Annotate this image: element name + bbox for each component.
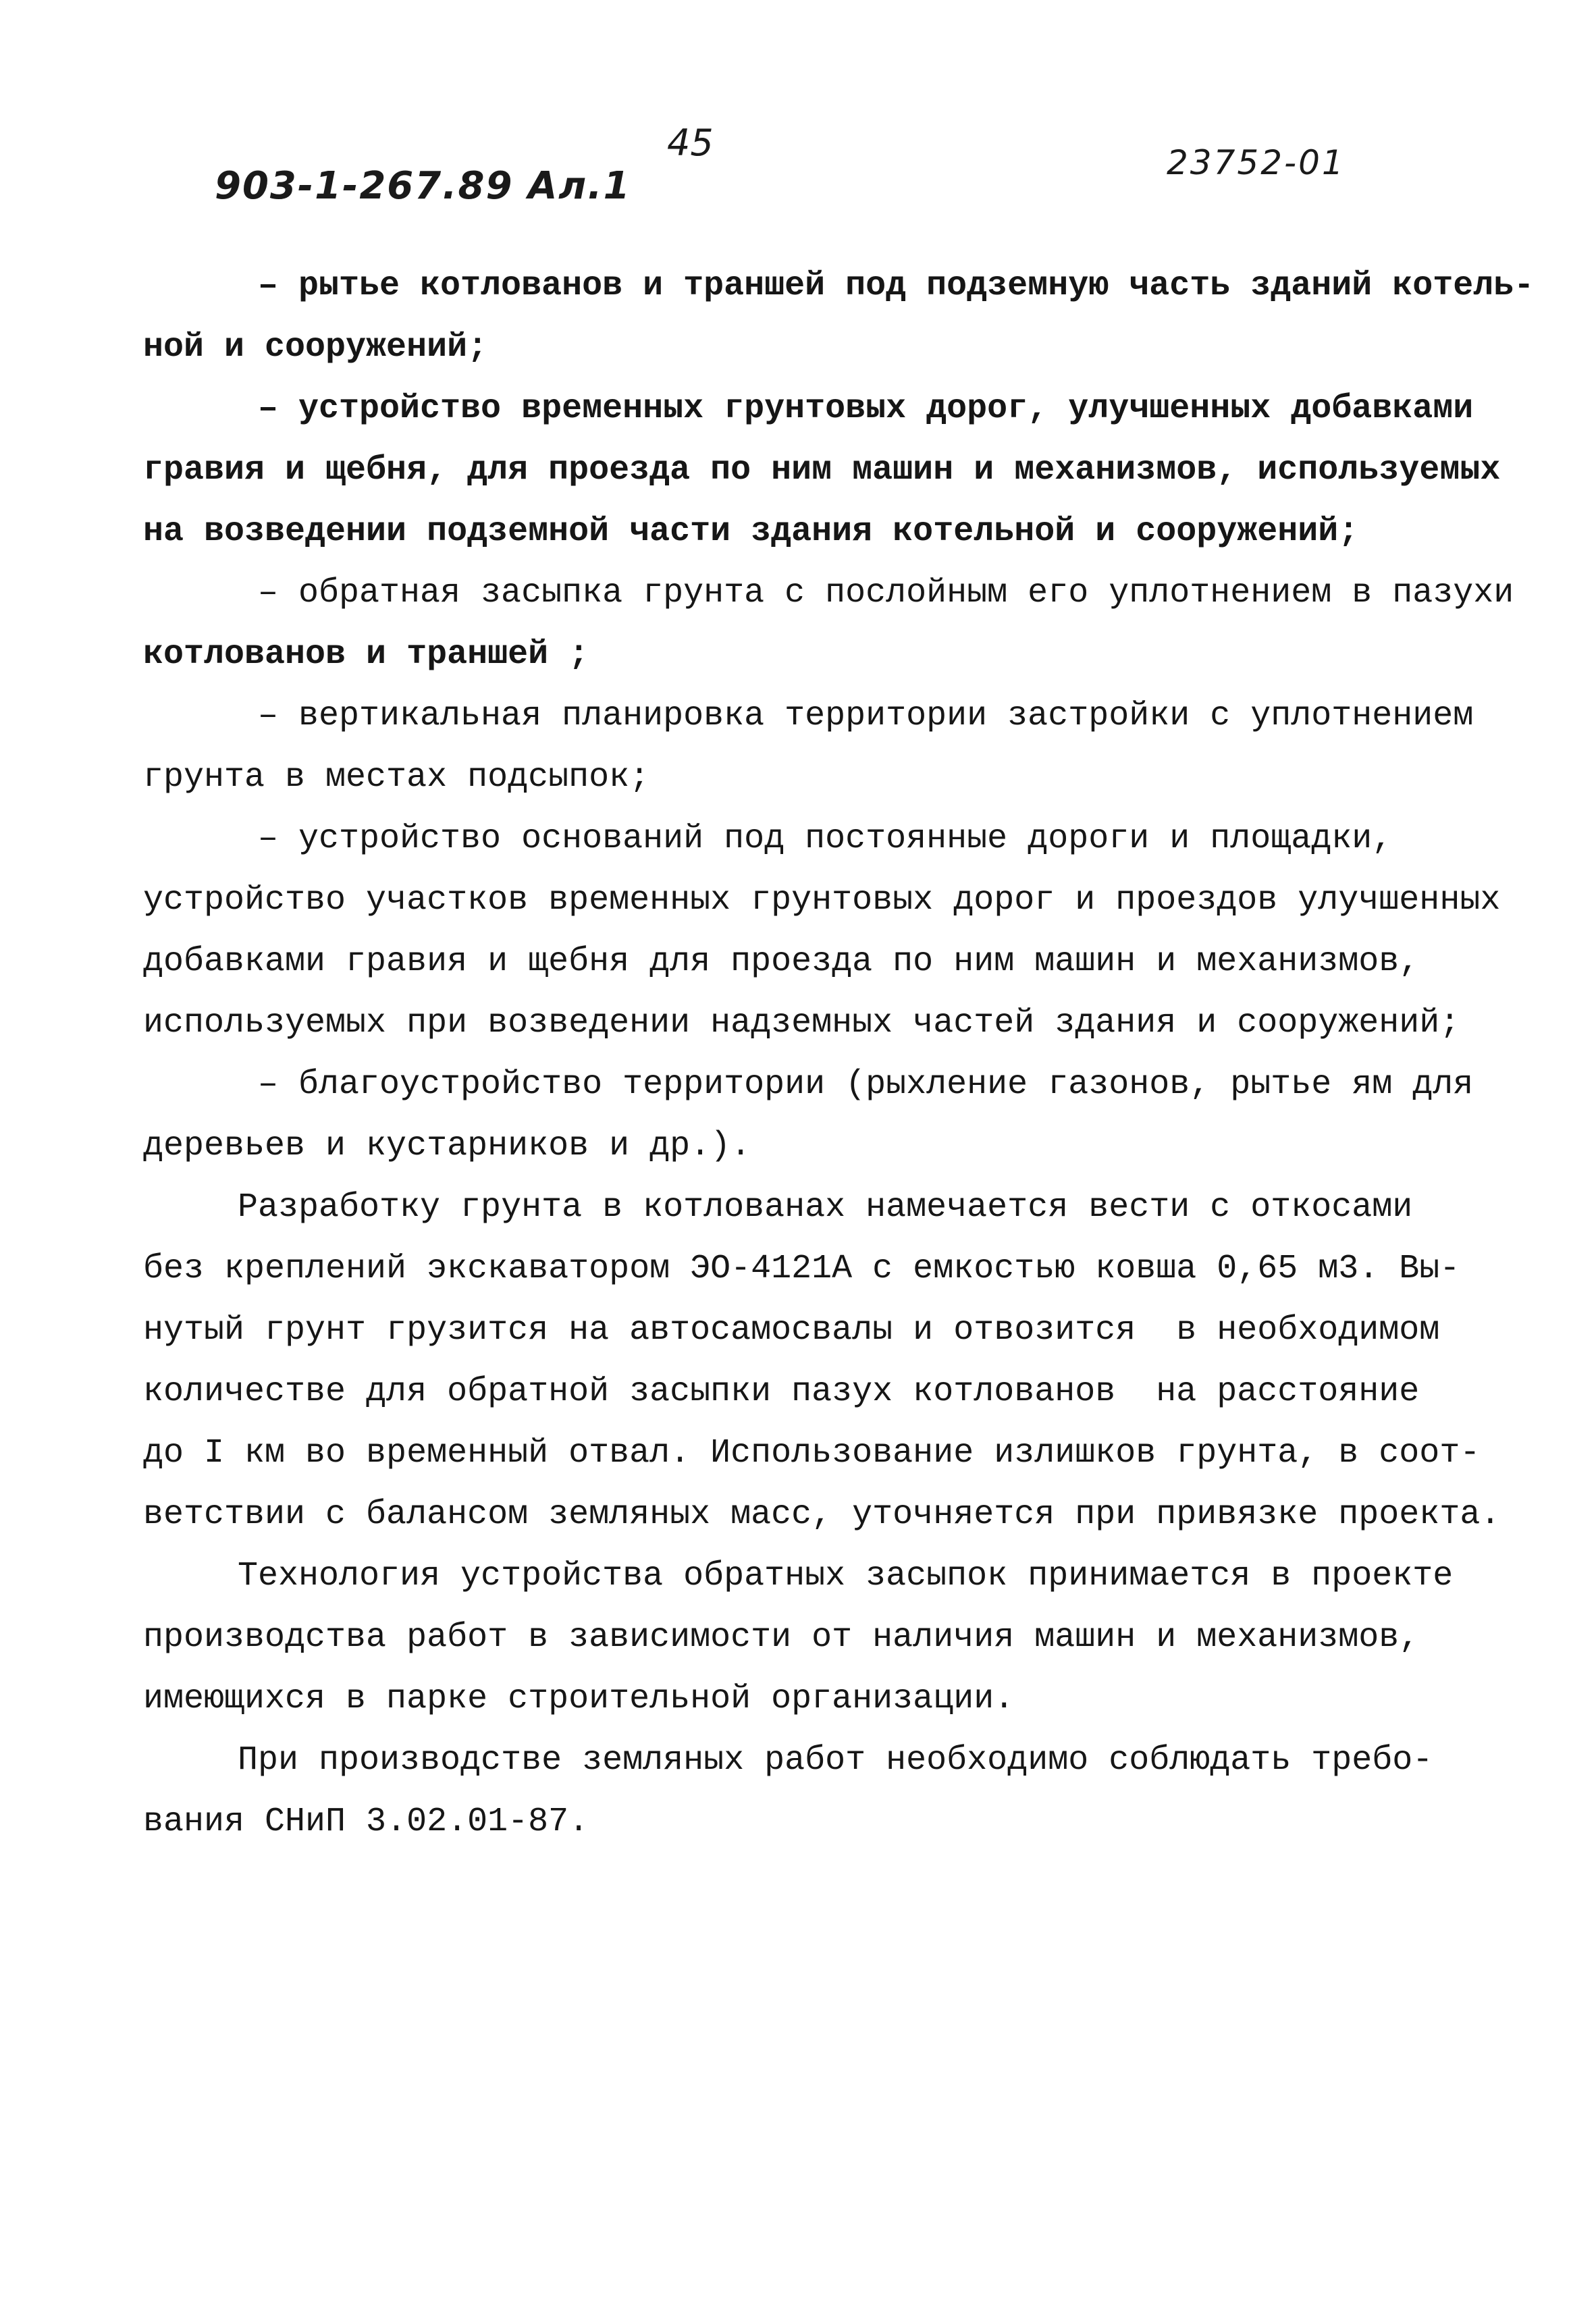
text-line: – устройство оснований под постоянные дороги и площадки, (258, 820, 1393, 858)
page-number: 45 (667, 122, 714, 164)
document-code: 903-1-267.89 Ал.1 (215, 164, 631, 208)
text-line: ветствии с балансом земляных масс, уточняется при привязке проекта. (143, 1495, 1501, 1534)
text-line: без креплений экскаватором ЭО-4121А с емкостью ковша 0,65 м3. Вы- (143, 1250, 1460, 1288)
text-line: – обратная засыпка грунта с послойным его уплотнением в пазухи (258, 574, 1514, 612)
text-line: деревьев и кустарников и др.). (143, 1127, 751, 1165)
text-line: до I км во временный отвал. Использование излишков грунта, в соот- (143, 1434, 1481, 1472)
body-text (143, 255, 1535, 1853)
text-line: устройство участков временных грунтовых дорог и проездов улучшенных (143, 881, 1501, 920)
text-line: – устройство временных грунтовых дорог, улучшенных добавками (258, 390, 1474, 428)
inventory-number: 23752-01 (1167, 143, 1346, 182)
text-line: гравия и щебня, для проезда по ним машин и механизмов, используемых (143, 451, 1501, 489)
text-line: Разработку грунта в котлованах намечается вести с откосами (238, 1188, 1413, 1227)
text-line: грунта в местах подсыпок; (143, 758, 650, 797)
text-line: на возведении подземной части здания котельной и сооружений; (143, 512, 1359, 551)
text-line: котлованов и траншей ; (143, 635, 589, 674)
text-line: – вертикальная планировка территории застройки с уплотнением (258, 697, 1474, 735)
text-line: ной и сооружений; (143, 328, 488, 367)
text-line: производства работ в зависимости от наличия машин и механизмов, (143, 1618, 1420, 1657)
text-line: используемых при возведении надземных частей здания и сооружений; (143, 1004, 1460, 1042)
text-line: добавками гравия и щебня для проезда по ним машин и механизмов, (143, 942, 1420, 981)
text-line: – рытье котлованов и траншей под подземную часть зданий котель- (258, 267, 1535, 305)
text-line: количестве для обратной засыпки пазух котлованов на расстояние (143, 1373, 1420, 1411)
text-line: – благоустройство территории (рыхление газонов, рытье ям для (258, 1065, 1474, 1104)
text-line: имеющихся в парке строительной организации. (143, 1680, 1015, 1718)
text-line: При производстве земляных работ необходимо соблюдать требо- (238, 1741, 1433, 1780)
text-line: нутый грунт грузится на автосамосвалы и отвозится в необходимом (143, 1311, 1440, 1350)
text-line: Технология устройства обратных засыпок принимается в проекте (238, 1557, 1454, 1595)
text-line: вания СНиП 3.02.01-87. (143, 1803, 589, 1841)
